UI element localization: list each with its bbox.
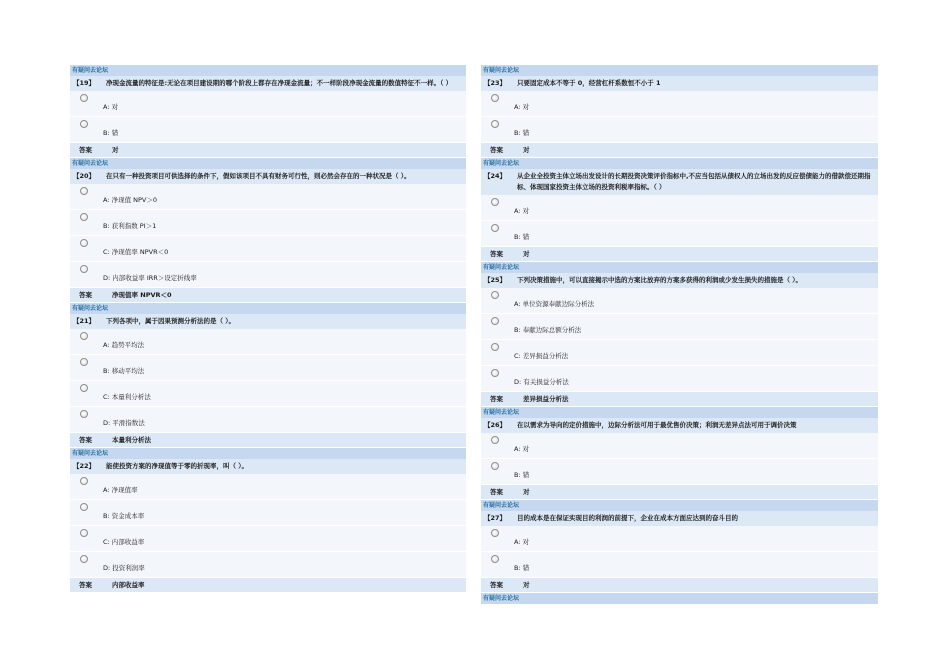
option-label: A: 对 [514,103,530,111]
question-number: 【23】 [484,79,507,87]
radio-button[interactable] [491,224,499,232]
option-label: C: 净现值率 NPVR＜0 [103,248,169,256]
left-column [70,64,466,592]
question-text: 只要固定成本不等于 0，经营杠杆系数恒不小于 1 [517,79,661,87]
question-number: 【26】 [484,421,507,429]
radio-button[interactable] [80,503,88,511]
answer-option[interactable] [481,117,878,143]
option-label: D: 内部收益率 IRR＞设定折线率 [103,274,197,282]
question-number: 【22】 [73,462,96,470]
radio-button[interactable] [491,120,499,128]
forum-link[interactable]: 有疑问去论坛 [481,500,878,511]
option-label: B: 错 [103,129,119,137]
option-label: B: 资金成本率 [103,512,145,520]
answer-label: 答案 [490,395,503,403]
answer-value: 对 [523,146,530,154]
question-header [70,76,466,91]
option-label: C: 内部收益率 [103,538,145,546]
radio-button[interactable] [80,265,88,273]
right-column [481,64,878,604]
answer-option[interactable] [70,526,466,552]
answer-row [70,288,466,302]
answer-option[interactable] [70,381,466,407]
radio-button[interactable] [80,187,88,195]
answer-value: 对 [523,250,530,258]
answer-option[interactable] [481,366,878,392]
radio-button[interactable] [80,384,88,392]
answer-option[interactable] [481,526,878,552]
answer-label: 答案 [490,250,503,258]
option-label: A: 对 [514,207,530,215]
question-number: 【24】 [484,172,507,180]
answer-label: 答案 [490,488,503,496]
forum-link[interactable]: 有疑问去论坛 [481,65,878,76]
question-number: 【20】 [73,172,96,180]
radio-button[interactable] [80,94,88,102]
answer-option[interactable] [70,236,466,262]
radio-button[interactable] [80,239,88,247]
answer-value: 对 [523,488,530,496]
forum-link[interactable]: 有疑问去论坛 [70,158,466,169]
answer-value: 内部收益率 [112,581,145,589]
question-header [481,273,878,288]
answer-row [70,578,466,592]
option-label: D: 有关损益分析法 [514,378,569,386]
question-header [481,511,878,526]
question-text: 在以需求为导向的定价措施中，边际分析法可用于最优售价决策；利润无差异点法可用于调价决策 [517,421,797,429]
option-label: D: 平滑指数法 [103,419,145,427]
radio-button[interactable] [80,358,88,366]
answer-option[interactable] [481,288,878,314]
answer-option[interactable] [481,459,878,485]
answer-option[interactable] [70,552,466,578]
answer-value: 对 [112,146,119,154]
answer-value: 对 [523,581,530,589]
question-number: 【21】 [73,317,96,325]
radio-button[interactable] [80,213,88,221]
answer-option[interactable] [70,184,466,210]
question-number: 【19】 [73,79,96,87]
forum-link[interactable]: 有疑问去论坛 [70,65,466,76]
answer-option[interactable] [70,117,466,143]
radio-button[interactable] [80,410,88,418]
question-text: 下列各项中，属于因果预测分析法的是（ ）。 [106,317,236,325]
answer-option[interactable] [70,500,466,526]
radio-button[interactable] [491,94,499,102]
answer-row [481,143,878,157]
question-header [481,76,878,91]
answer-value: 净现值率 NPVR＜0 [112,291,172,299]
question-number: 【25】 [484,276,507,284]
answer-row [481,578,878,592]
answer-row [481,485,878,499]
option-label: A: 净现值 NPV＞0 [103,196,158,204]
answer-option[interactable] [70,210,466,236]
option-label: A: 净现值率 [103,486,138,494]
answer-option[interactable] [481,340,878,366]
radio-button[interactable] [491,343,499,351]
option-label: B: 移动平均法 [103,367,145,375]
answer-option[interactable] [70,262,466,288]
question-number: 【27】 [484,514,507,522]
question-header [70,314,466,329]
question-header [481,418,878,433]
answer-option[interactable] [481,552,878,578]
radio-button[interactable] [80,555,88,563]
forum-link[interactable]: 有疑问去论坛 [481,593,878,604]
forum-link[interactable]: 有疑问去论坛 [481,407,878,418]
radio-button[interactable] [80,477,88,485]
option-label: B: 错 [514,564,530,572]
answer-label: 答案 [79,291,92,299]
answer-value: 本量利分析法 [112,436,151,444]
option-label: A: 对 [514,445,530,453]
radio-button[interactable] [80,529,88,537]
radio-button[interactable] [491,462,499,470]
forum-link[interactable]: 有疑问去论坛 [481,262,878,273]
forum-link[interactable]: 有疑问去论坛 [70,448,466,459]
answer-label: 答案 [490,581,503,589]
answer-row [70,433,466,447]
question-header [70,459,466,474]
radio-button[interactable] [491,529,499,537]
option-label: C: 本量利分析法 [103,393,151,401]
question-text: 在只有一种投资项目可供选择的条件下，假如该项目不具有财务可行性，则必然会存在的一种状况是（ ）。 [106,172,411,180]
answer-option[interactable] [70,407,466,433]
radio-button[interactable] [80,120,88,128]
option-label: A: 对 [514,538,530,546]
forum-link[interactable]: 有疑问去论坛 [481,158,878,169]
question-header [70,169,466,184]
answer-row [481,392,878,406]
option-label: B: 错 [514,471,530,479]
answer-row [481,247,878,261]
answer-row [70,143,466,157]
radio-button[interactable] [491,198,499,206]
option-label: A: 对 [103,103,119,111]
question-text: 净现金流量的特征是:无论在项目建设期的哪个阶段上都存在净现金流量；不一样阶段净现金流量的数值特征不一样。（ ） [106,79,453,87]
option-label: A: 趋势平均法 [103,341,145,349]
option-label: B: 错 [514,233,530,241]
question-text: 从企业全投资主体立场出发设计的长期投资决策评价指标中,不应当包括从债权人的立场出发的反应偿债能力的借款偿还期指标、体现国家投资主体立场的投资利税率指标。（ ） [517,172,871,191]
question-header [481,169,878,195]
option-label: B: 奉献边际总额分析法 [514,326,582,334]
answer-option[interactable] [481,195,878,221]
question-text: 下列决策措施中，可以直接揭示中选的方案比放弃的方案多获得的利润或少发生损失的措施是（ ）。 [517,276,803,284]
answer-option[interactable] [70,91,466,117]
option-label: D: 投资利润率 [103,564,145,572]
radio-button[interactable] [80,332,88,340]
answer-option[interactable] [481,433,878,459]
option-label: B: 错 [514,129,530,137]
answer-value: 差异损益分析法 [523,395,569,403]
answer-option[interactable] [70,474,466,500]
answer-option[interactable] [70,329,466,355]
question-text: 目的成本是在保证实现目的利润的前提下，企业在成本方面应达到的奋斗目的 [517,514,738,522]
answer-label: 答案 [79,436,92,444]
radio-button[interactable] [491,555,499,563]
answer-label: 答案 [490,146,503,154]
option-label: B: 获利指数 PI＞1 [103,222,157,230]
forum-link[interactable]: 有疑问去论坛 [70,303,466,314]
answer-option[interactable] [70,355,466,381]
option-label: C: 差异损益分析法 [514,352,569,360]
radio-button[interactable] [491,291,499,299]
radio-button[interactable] [491,436,499,444]
option-label: A: 单位资源奉献边际分析法 [514,300,595,308]
radio-button[interactable] [491,317,499,325]
answer-label: 答案 [79,146,92,154]
question-text: 能使投资方案的净现值等于零的折现率，叫（ ）。 [106,462,249,470]
answer-option[interactable] [481,314,878,340]
answer-option[interactable] [481,91,878,117]
radio-button[interactable] [491,369,499,377]
answer-option[interactable] [481,221,878,247]
answer-label: 答案 [79,581,92,589]
